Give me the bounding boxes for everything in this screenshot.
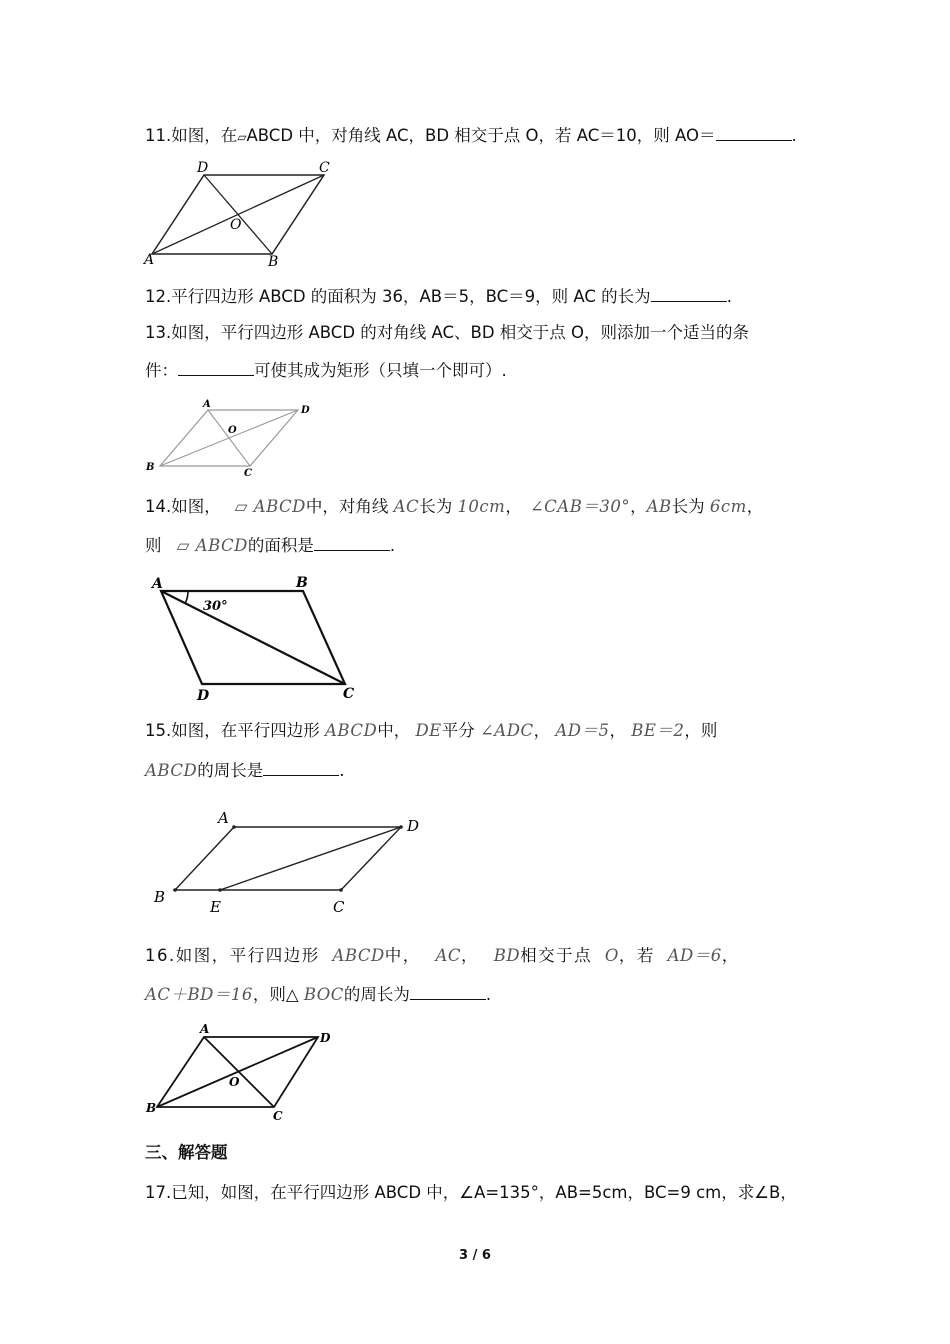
- figure-11: [140, 155, 340, 270]
- label-c: C: [319, 160, 330, 176]
- question-12: 12.平行四边形 ABCD 的面积为 36，AB＝5，BC＝9，则 AC 的长为 .: [145, 284, 810, 309]
- section-heading: 三、解答题: [145, 1143, 228, 1162]
- question-13-line-2: 件： 可使其成为矩形（只填一个即可）.: [145, 358, 810, 383]
- label-c: C: [333, 898, 345, 916]
- question-14-line-2: 则 ▱ ABCD的面积是 .: [145, 533, 810, 558]
- label-o: O: [230, 217, 242, 233]
- figure-14: [148, 572, 368, 707]
- label-o: O: [228, 425, 237, 436]
- question-16-line-1: 16.如图，平行四边形 ABCD中， AC， BD相交于点 O，若 AD＝6，: [145, 946, 739, 965]
- question-14-line-1: 14.如图， ▱ ABCD中，对角线 AC长为 10cm， ∠CAB＝30°，AB长为 6cm，: [145, 497, 764, 516]
- label-a: A: [200, 1022, 210, 1036]
- answer-blank-14[interactable]: [314, 533, 390, 551]
- parallelogram-symbol: ▱: [237, 130, 247, 144]
- question-15-line-2: ABCD的周长是 .: [145, 758, 810, 783]
- label-b: B: [296, 575, 308, 591]
- label-a: A: [218, 809, 229, 827]
- label-b: B: [146, 462, 155, 473]
- label-d: D: [197, 160, 209, 176]
- question-17: 17.已知，如图，在平行四边形 ABCD 中，∠A=135°，AB=5cm，BC=9 cm，求∠B，: [145, 1183, 797, 1202]
- label-e: E: [210, 898, 221, 916]
- label-d: D: [320, 1031, 331, 1045]
- answer-blank-13[interactable]: [178, 358, 254, 376]
- label-d: D: [197, 688, 210, 704]
- answer-blank-11[interactable]: [716, 123, 792, 141]
- label-b: B: [154, 888, 166, 906]
- label-d: D: [301, 405, 310, 416]
- label-c: C: [244, 468, 252, 479]
- label-a: A: [203, 399, 211, 410]
- label-b: B: [268, 254, 279, 270]
- answer-blank-16[interactable]: [410, 982, 486, 1000]
- answer-blank-12[interactable]: [651, 284, 727, 302]
- figure-13: [140, 395, 325, 485]
- label-o: O: [229, 1075, 240, 1089]
- label-c: C: [273, 1109, 283, 1123]
- figure-15: [148, 805, 433, 920]
- page-number: 3 / 6: [459, 1248, 491, 1263]
- answer-blank-15[interactable]: [263, 758, 339, 776]
- question-11: 11.如图，在▱ABCD 中，对角线 AC，BD 相交于点 O，若 AC＝10，则 AO＝ .: [145, 123, 810, 149]
- label-a: A: [152, 576, 163, 592]
- angle-label: 30°: [203, 599, 228, 614]
- label-a: A: [144, 252, 155, 268]
- question-13-line-1: 13.如图，平行四边形 ABCD 的对角线 AC、BD 相交于点 O，则添加一个适当的条: [145, 323, 750, 342]
- question-16-line-2: AC＋BD＝16，则△ BOC的周长为 .: [145, 982, 810, 1007]
- figure-16: [140, 1023, 340, 1123]
- label-b: B: [146, 1101, 157, 1115]
- label-d: D: [407, 817, 420, 835]
- label-c: C: [343, 686, 355, 702]
- question-15-line-1: 15.如图，在平行四边形 ABCD中， DE平分 ∠ADC， AD＝5， BE＝2，则: [145, 721, 718, 740]
